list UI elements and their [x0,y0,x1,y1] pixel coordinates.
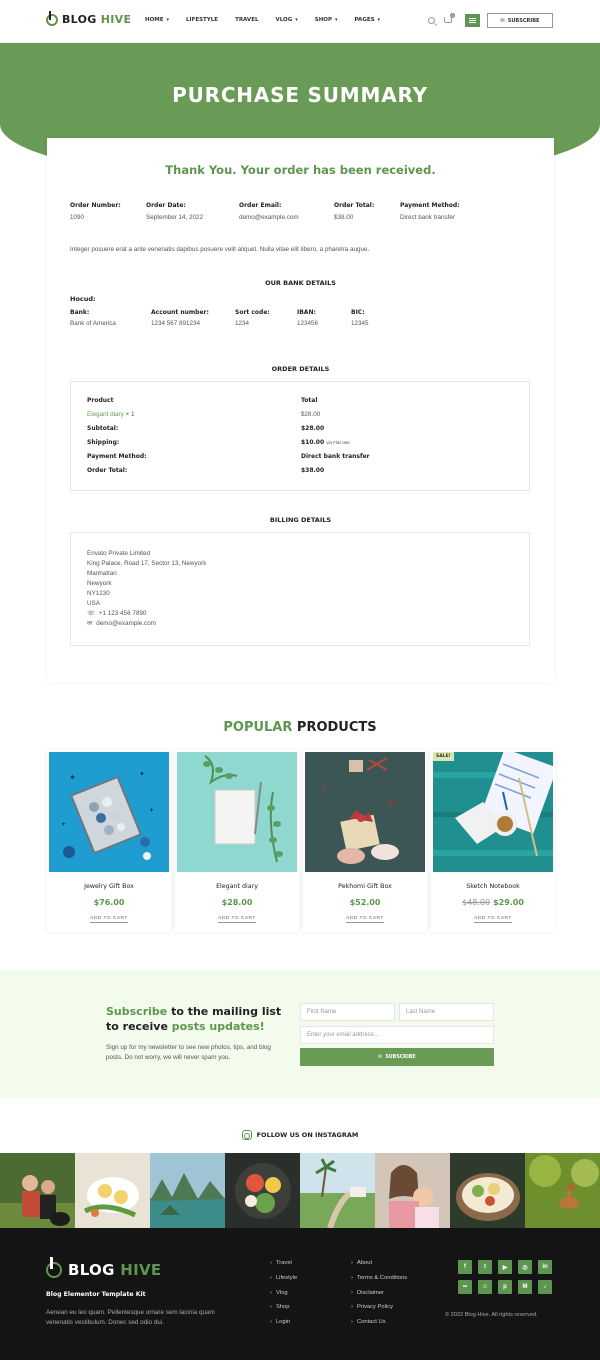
logo-icon [46,1262,62,1278]
nav-travel[interactable]: TRAVEL [235,17,259,23]
instagram-photo[interactable] [75,1153,150,1228]
site-footer [0,1228,600,1360]
chevron-right-icon: › [270,1289,272,1296]
account-number-field: Account number: 1234 567 891234 [151,309,209,327]
chevron-right-icon: › [270,1260,272,1266]
chevron-down-icon: ▾ [335,17,338,23]
instagram-photo[interactable] [375,1153,450,1228]
chevron-down-icon: ▾ [295,17,298,23]
svg-text:✦: ✦ [69,773,76,782]
svg-text:✦: ✦ [139,771,145,778]
chevron-down-icon: ▾ [377,17,381,23]
product-name[interactable]: Elegant diary [216,883,258,890]
footer-link-login[interactable]: › Login [270,1319,297,1334]
order-email: Order Email: demo@example.com [239,202,299,221]
product-card[interactable] [175,750,299,932]
twitter-icon[interactable]: t [478,1260,492,1274]
svg-text:✦: ✦ [61,822,67,828]
chevron-down-icon: ▾ [166,17,170,23]
footer-link-terms[interactable]: › Terms & Conditions [351,1275,407,1290]
footer-links-col1 [270,1260,297,1334]
product-price: $52.00 [349,898,381,907]
nav-shop[interactable]: SHOP ▾ [314,17,338,23]
billing-line: Envato Private Limited [87,550,150,557]
site-logo[interactable] [46,13,131,26]
billing-line: Manhattan [87,570,117,577]
billing-phone: ☏ +1 123 456 7890 [87,610,147,617]
order-date: Order Date: September 14, 2022 [146,202,204,221]
footer-link-disclaimer[interactable]: › Disclaimer [351,1290,407,1305]
bank-name-field: Bank: Bank of America [70,309,116,327]
logo-icon [46,14,58,26]
instagram-photo[interactable] [225,1153,300,1228]
chevron-right-icon: › [270,1304,272,1311]
svg-text:✦: ✦ [149,808,155,814]
youtube-icon[interactable]: ▶ [498,1260,512,1274]
last-name-input[interactable]: Last Name [399,1003,494,1021]
flickr-icon[interactable]: •• [458,1280,472,1294]
product-name[interactable]: Pekhomi Gift Box [338,883,392,890]
add-to-cart-button[interactable]: ADD TO CART [218,916,256,921]
order-details-table: Product Total Elegant diary × 1 $28.00 Subtotal: $28.00 Shipping: $10.00 via Flat rate Payment Method: Direct bank transfer Order Total: $38.00 [70,381,530,491]
mail-icon: ✉ [378,1054,383,1060]
footer-tagline: Blog Elementor Template Kit [46,1291,146,1298]
nav-pages[interactable]: PAGES ▾ [354,17,381,23]
bank-account-name: Hocud: [70,295,96,303]
billing-line: King Palace, Road 17, Sector 13, Newyork [87,560,207,567]
instagram-gallery [0,1153,600,1228]
order-note: Integer posuere erat a ante venenatis dapibus posuere velit aliquet. Nulla vitae elit libero, a pharetra augue. [70,246,370,253]
product-image[interactable] [177,752,297,872]
product-price: $28.00 [221,898,253,907]
logo-text-part2: HIVE [100,13,132,26]
instagram-photo[interactable] [450,1153,525,1228]
instagram-photo[interactable] [0,1153,75,1228]
bank-details-heading: OUR BANK DETAILS [265,279,336,287]
instagram-photo[interactable] [150,1153,225,1228]
footer-link-vlog[interactable]: › Vlog [270,1290,297,1305]
chevron-right-icon: › [270,1274,272,1281]
subscribe-button[interactable]: ✉ SUBSCRIBE [487,13,553,28]
order-details-heading: ORDER DETAILS [271,365,330,373]
billing-line: Newyork [87,580,112,587]
chevron-right-icon: › [351,1260,353,1266]
popular-products-heading: POPULAR PRODUCTS [223,720,377,735]
add-to-cart-button[interactable]: ADD TO CART [346,916,384,921]
page-title: PURCHASE SUMMARY [172,83,428,107]
nav-home[interactable]: HOME ▾ [145,17,170,23]
footer-description: Aenean eu leo quam. Pellentesque ornare sem lacinia quam venenatis vestibulum. Donec sed odio dui. [46,1309,215,1326]
billing-address-box [70,532,530,646]
product-image[interactable] [49,752,169,872]
footer-link-travel[interactable]: › Travel [270,1260,297,1275]
main-nav [145,17,380,23]
billing-line: USA [87,600,100,607]
product-name[interactable]: Jewelry Gift Box [84,883,134,890]
newsletter-heading: Subscribe to the mailing list to receive posts updates! [106,1005,282,1033]
search-icon[interactable] [428,17,435,24]
facebook-icon[interactable]: f [458,1260,472,1274]
old-price: $48.00 [462,898,491,907]
tiktok-icon[interactable]: ♪ [538,1280,552,1294]
billing-line: NY1230 [87,590,110,597]
billing-details-heading: BILLING DETAILS [269,516,332,524]
svg-text:✶: ✶ [387,798,396,809]
site-header [0,0,600,43]
product-card[interactable] [303,750,427,932]
footer-link-contact[interactable]: › Contact Us [351,1319,407,1334]
thank-you-message: Thank You. Your order has been received. [165,163,436,177]
product-image[interactable] [305,752,425,872]
product-name[interactable]: Sketch Notebook [466,883,520,890]
add-to-cart-button[interactable]: ADD TO CART [90,916,128,921]
bic-field: BIC: 12345 [351,309,369,327]
chevron-right-icon: › [351,1304,353,1311]
linkedin-icon[interactable]: in [538,1260,552,1274]
chevron-right-icon: › [270,1319,272,1326]
email-input[interactable]: Enter your email address... [300,1026,494,1044]
instagram-icon[interactable]: ◎ [518,1260,532,1274]
newsletter-text: Sign up for my newsletter to see new photos, tips, and blog posts. Do not worry, we will never spam you. [106,1044,271,1061]
nav-vlog[interactable]: VLOG ▾ [275,17,298,23]
hamburger-icon [469,18,476,19]
iban-field: IBAN: 123456 [297,309,319,327]
instagram-photo[interactable] [300,1153,375,1228]
chevron-right-icon: › [351,1319,353,1326]
footer-links-col2 [351,1260,407,1334]
order-total: Order Total: $38.00 [334,202,375,221]
menu-toggle-button[interactable] [465,14,480,27]
footer-logo[interactable]: BLOG HIVE [46,1261,161,1279]
footer-link-shop[interactable]: › Shop [270,1304,297,1319]
svg-text:✶: ✶ [321,785,328,794]
newsletter-subscribe-button[interactable]: ✉ SUBSCRIBE [300,1048,494,1066]
pinterest-icon[interactable]: p [498,1280,512,1294]
nav-lifestyle[interactable]: LIFESTYLE [186,17,219,23]
product-price: $48.00 $29.00 [462,898,524,907]
instagram-heading: FOLLOW US ON INSTAGRAM [0,1130,600,1140]
footer-link-privacy[interactable]: › Privacy Policy [351,1304,407,1319]
instagram-icon [242,1130,252,1140]
logo-text-part1: BLOG [62,13,97,26]
order-number: Order Number: 1090 [70,202,121,221]
add-to-cart-button[interactable]: ADD TO CART [474,916,512,921]
footer-link-lifestyle[interactable]: › Lifestyle [270,1275,297,1290]
instagram-photo[interactable] [525,1153,600,1228]
first-name-input[interactable]: First Name [300,1003,395,1021]
product-card[interactable] [47,750,171,932]
mail-icon: ✉ [500,17,505,24]
sale-badge: SALE! [433,752,454,761]
product-price: $76.00 [93,898,125,907]
billing-email: ✉ demo@example.com [87,620,156,627]
payment-method: Payment Method: Direct bank transfer [400,202,460,221]
mail-icon: ✉ [87,620,93,627]
chevron-right-icon: › [351,1289,353,1296]
medium-icon[interactable]: M [518,1280,532,1294]
product-image[interactable] [433,752,553,872]
snapchat-icon[interactable]: ☺ [478,1280,492,1294]
cart-count-badge: 0 [451,13,454,18]
footer-link-about[interactable]: › About [351,1260,407,1275]
chevron-right-icon: › [351,1274,353,1281]
order-summary-card [47,138,554,682]
sort-code-field: Sort code: 1234 [235,309,270,327]
copyright: © 2022 Blog Hive. All rights reserved. [445,1312,538,1318]
product-card[interactable] [431,750,555,932]
product-link[interactable]: Elegant diary × 1 [87,411,135,418]
phone-icon: ☏ [87,610,95,617]
